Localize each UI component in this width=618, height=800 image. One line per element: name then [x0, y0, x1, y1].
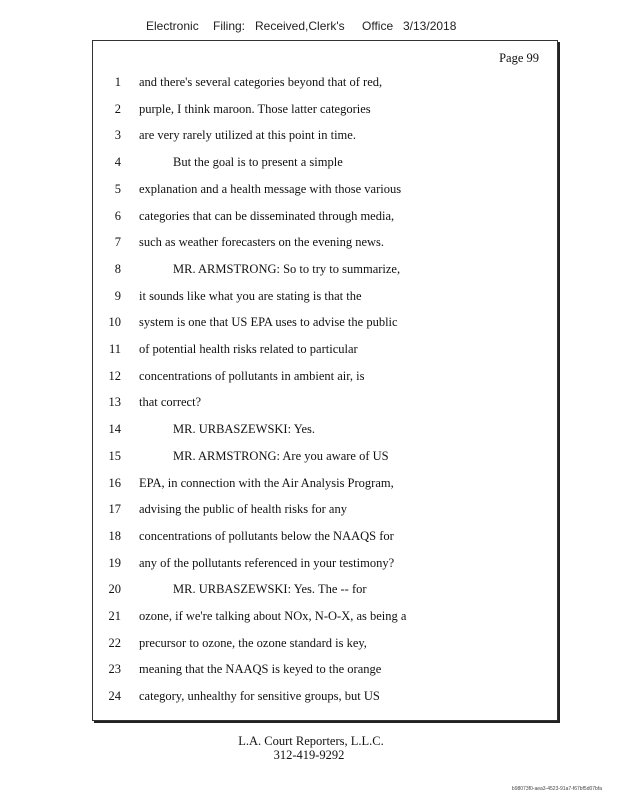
document-id: b98073f0-aea3-4523-91a7-f67bf5d07bfa [511, 786, 602, 792]
filing-label: Filing: [213, 19, 246, 33]
line-number: 11 [108, 342, 121, 356]
transcript-line [93, 181, 557, 208]
line-text: system is one that US EPA uses to advise the public [139, 315, 398, 330]
transcript-line [93, 341, 557, 368]
transcript-line [93, 154, 557, 181]
transcript-line [93, 448, 557, 475]
footer-company: L.A. Court Reporters, L.L.C. [238, 734, 384, 748]
line-number: 24 [108, 689, 121, 704]
transcript-line [93, 208, 557, 235]
filing-date: 3/13/2018 [403, 19, 457, 33]
transcript-line [93, 501, 557, 528]
line-text: that correct? [139, 395, 202, 410]
line-text: of potential health risks related to particular [139, 342, 358, 356]
line-number: 5 [114, 181, 121, 196]
line-number: 21 [108, 609, 121, 623]
line-text: meaning that the NAAQS is keyed to the orange [139, 662, 382, 677]
line-number: 2 [114, 101, 121, 116]
transcript-line [93, 288, 557, 315]
line-number: 22 [108, 635, 121, 650]
line-text: ozone, if we're talking about NOx, N-O-X, as being a [139, 609, 407, 623]
transcript-line [93, 421, 557, 448]
transcript-line [93, 314, 557, 341]
line-text: MR. URBASZEWSKI: Yes. [173, 422, 316, 437]
transcript-line [93, 74, 557, 101]
transcript-line [93, 368, 557, 395]
line-number: 3 [114, 128, 121, 143]
line-text: such as weather forecasters on the evening news. [139, 235, 385, 250]
transcript-line [93, 688, 557, 715]
line-number: 4 [114, 155, 121, 170]
transcript-line [93, 101, 557, 128]
line-text: precursor to ozone, the ozone standard is key, [139, 635, 367, 650]
line-number: 14 [108, 422, 121, 437]
line-text: EPA, in connection with the Air Analysis Program, [139, 475, 394, 490]
line-text: MR. URBASZEWSKI: Yes. The -- for [173, 582, 367, 597]
line-text: any of the pollutants referenced in your testimony? [139, 555, 395, 570]
line-number: 16 [108, 475, 121, 490]
filing-office: Office [362, 19, 394, 33]
line-number: 17 [108, 502, 121, 517]
filing-header [0, 19, 618, 35]
line-number: 18 [108, 528, 121, 543]
line-text: and there's several categories beyond that of red, [139, 75, 383, 89]
transcript-line [93, 581, 557, 608]
line-number: 12 [108, 368, 121, 383]
line-number: 23 [108, 662, 121, 677]
line-text: concentrations of pollutants in ambient air, is [139, 368, 365, 383]
line-number: 8 [114, 261, 121, 276]
line-text: category, unhealthy for sensitive groups, but US [139, 689, 380, 704]
page-number: Page 99 [499, 51, 539, 65]
line-text: it sounds like what you are stating is that the [139, 288, 362, 303]
line-text: advising the public of health risks for any [139, 502, 347, 517]
filing-received: Received,Clerk's [255, 19, 345, 33]
transcript-line [93, 608, 557, 635]
transcript-line [93, 528, 557, 555]
line-text: categories that can be disseminated through media, [139, 208, 395, 223]
line-number: 10 [108, 315, 121, 330]
line-number: 9 [114, 288, 121, 303]
footer-phone: 312-419-9292 [273, 748, 345, 762]
line-number: 13 [108, 395, 121, 410]
transcript-line [93, 635, 557, 662]
transcript-line [93, 555, 557, 582]
line-text: concentrations of pollutants below the NAAQS for [139, 528, 394, 543]
line-number: 20 [108, 582, 121, 597]
line-text: MR. ARMSTRONG: So to try to summarize, [173, 261, 401, 276]
transcript-line [93, 475, 557, 502]
transcript-line [93, 234, 557, 261]
transcript-page [92, 40, 558, 721]
line-number: 1 [114, 75, 121, 89]
transcript-line [93, 394, 557, 421]
transcript-line [93, 261, 557, 288]
transcript-line [93, 127, 557, 154]
line-text: MR. ARMSTRONG: Are you aware of US [173, 448, 389, 463]
line-text: But the goal is to present a simple [173, 155, 343, 170]
filing-electronic: Electronic [146, 19, 199, 33]
line-number: 15 [108, 448, 121, 463]
line-number: 6 [114, 208, 121, 223]
line-number: 19 [108, 555, 121, 570]
line-text: explanation and a health message with those various [139, 181, 402, 196]
line-text: purple, I think maroon. Those latter categories [139, 101, 371, 116]
line-text: are very rarely utilized at this point in time. [139, 128, 356, 143]
transcript-line [93, 661, 557, 688]
line-number: 7 [114, 235, 121, 250]
